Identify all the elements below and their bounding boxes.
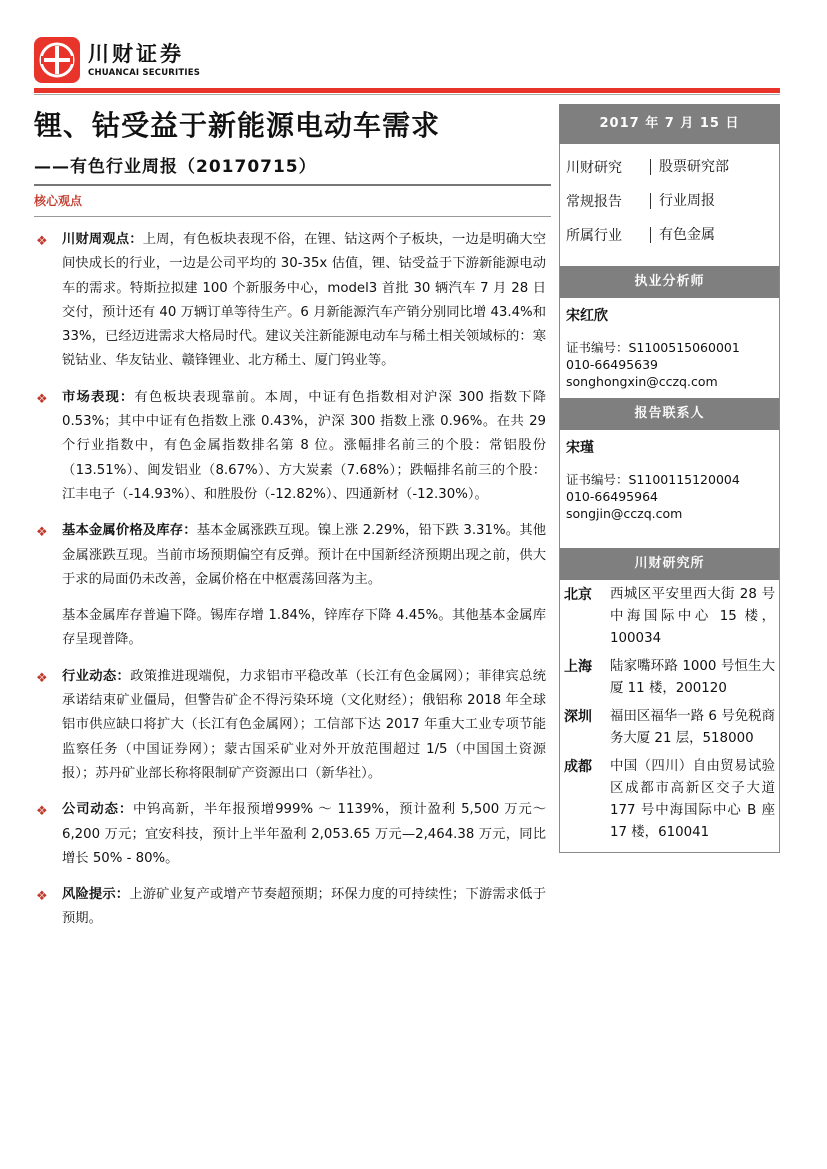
block-lead: 公司动态： xyxy=(62,802,134,818)
info-value: 行业周报 xyxy=(650,193,715,209)
block-text: 上游矿业复产或增产节奏超预期；环保力度的可持续性；下游需求低于预期。 xyxy=(62,887,547,927)
office-city: 成都 xyxy=(564,759,592,775)
block-lead: 市场表现： xyxy=(62,389,135,405)
report-info-box xyxy=(559,144,780,853)
inventory-paragraph: 基本金属库存普遍下降。锡库存增 1.84%，锌库存下降 4.45%。其他基本金属库存呈现普降。 xyxy=(62,608,546,648)
report-title: 锂、钴受益于新能源电动车需求 xyxy=(34,109,441,142)
header-grey-rule xyxy=(34,94,780,95)
block-text: 有色板块表现靠前。本周，中证有色指数相对沪深 300 指数下降 0.53%；其中中证有色指数上涨 0.43%，沪深 300 指数上涨 0.96%。在共 29 个行业指数中，有色金属指数排名第 8 位。涨幅排名前三的个股：常铝股份（13.51%）、闽发铝业（8.67%）、方大炭素（7.68%）；跌幅排名前三的个股：江丰电子（-14.93%）、和胜股份（-12.82%）、四通新材（-12.30%）。 xyxy=(62,389,546,502)
block-text: 基本金属涨跌互现。镍上涨 2.29%，铅下跌 3.31%。其他金属涨跌互现。当前市场预期偏空有反弹。预计在中国新经济预期出现之前，供大于求的局面仍未改善，金属价格在中枢震荡回落为主。 xyxy=(62,523,547,587)
office-city: 深圳 xyxy=(564,709,592,725)
block-lead: 基本金属价格及库存： xyxy=(62,523,197,539)
content-block xyxy=(34,386,546,507)
brand-name-en: CHUANCAI SECURITIES xyxy=(88,68,201,78)
sidebar xyxy=(559,104,780,853)
diamond-bullet-icon: ❖ xyxy=(36,525,48,541)
section-label: 核心观点 xyxy=(34,194,83,208)
brand-logo xyxy=(34,37,200,83)
contact-cert: 证书编号：S1100115120004 xyxy=(566,472,740,487)
contact-name: 宋瑾 xyxy=(566,440,594,456)
analyst-band: 执业分析师 xyxy=(560,266,779,298)
office-entry xyxy=(560,584,779,650)
office-address: 西城区平安里西大街 28 号中海国际中心 15 楼，100034 xyxy=(610,587,775,646)
office-entry xyxy=(560,756,779,844)
info-key: 川财研究 xyxy=(566,160,622,176)
diamond-bullet-icon: ❖ xyxy=(36,670,48,686)
office-city: 北京 xyxy=(564,587,592,603)
diamond-bullet-icon: ❖ xyxy=(36,391,48,407)
main-content xyxy=(34,228,546,944)
info-key: 常规报告 xyxy=(566,194,622,210)
title-divider xyxy=(34,184,551,186)
info-key: 所属行业 xyxy=(566,228,622,244)
office-entry xyxy=(560,706,779,750)
block-lead: 风险提示： xyxy=(62,887,130,903)
institute-band: 川财研究所 xyxy=(560,548,779,580)
contact-card xyxy=(560,430,779,530)
diamond-bullet-icon: ❖ xyxy=(36,804,48,820)
analyst-cert: 证书编号：S1100515060001 xyxy=(566,340,740,355)
analyst-name: 宋红欣 xyxy=(566,308,608,324)
section-divider xyxy=(34,216,551,217)
chuancai-logo-icon xyxy=(34,37,80,83)
content-block xyxy=(34,665,546,786)
report-date: 2017 年 7 月 15 日 xyxy=(559,104,780,144)
report-subtitle: ——有色行业周报（20170715） xyxy=(34,157,317,177)
info-row xyxy=(560,150,779,184)
contact-email[interactable]: songjin@cczq.com xyxy=(566,506,683,521)
office-address: 陆家嘴环路 1000 号恒生大厦 11 楼，200120 xyxy=(610,659,775,696)
info-value: 有色金属 xyxy=(650,227,715,243)
block-text: 中钨高新，半年报预增999% ～ 1139%，预计盈利 5,500 万元～6,200 万元；宜安科技，预计上半年盈利 2,053.65 万元—2,464.38 万元，同比增长 50% - 80%。 xyxy=(62,802,547,866)
diamond-bullet-icon: ❖ xyxy=(36,234,48,249)
block-text: 上周，有色板块表现不俗，在锂、钴这两个子板块，一边是明确大空间快成长的行业，一边是公司平均的 30-35x 估值，锂、钴受益于下游新能源电动车的需求。特斯拉拟建 100 个新服务中心，model3 首批 30 辆汽车 7 月 28 日交付，预计还有 40 万辆订单等待生产。6 月新能源汽车产销分别同比增 43.4%和 33%，已经迈进需求大格局时代。建议关注新能源电动车与稀土相关领域标的：寒锐钴业、华友钴业、赣锋锂业、北方稀土、厦门钨业等。 xyxy=(62,232,547,369)
block-lead: 川财周观点： xyxy=(62,232,143,247)
contact-band: 报告联系人 xyxy=(560,398,779,430)
office-address: 福田区福华一路 6 号免税商务大厦 21 层，518000 xyxy=(610,709,775,746)
block-lead: 行业动态： xyxy=(62,668,131,684)
info-row xyxy=(560,218,779,252)
info-row xyxy=(560,184,779,218)
contact-phone: 010-66495964 xyxy=(566,489,658,504)
header-red-rule xyxy=(34,88,780,93)
analyst-card xyxy=(560,298,779,398)
office-address: 中国（四川）自由贸易试验区成都市高新区交子大道 177 号中海国际中心 B 座 17 楼，610041 xyxy=(610,759,775,840)
office-entry xyxy=(560,656,779,700)
content-block xyxy=(34,883,546,932)
content-block xyxy=(34,228,546,374)
brand-name-cn: 川财证券 xyxy=(88,42,184,66)
office-city: 上海 xyxy=(564,659,592,675)
analyst-email[interactable]: songhongxin@cczq.com xyxy=(566,374,718,389)
info-value: 股票研究部 xyxy=(650,159,729,175)
block-text: 政策推进现端倪，力求铝市平稳改革（长江有色金属网）；菲律宾总统承诺结束矿业僵局，但警告矿企不得污染环境（文化财经）；俄铝称 2018 年全球铝市供应缺口将扩大（长江有色金属网）；工信部下达 2017 年重大工业专项节能监察任务（中国证券网）；蒙古国采矿业对外开放范围超过 1/5（中国国土资源报）；苏丹矿业部长称将限制矿产资源出口（新华社）。 xyxy=(62,668,547,781)
analyst-phone: 010-66495639 xyxy=(566,357,658,372)
content-block xyxy=(34,519,546,592)
diamond-bullet-icon: ❖ xyxy=(36,889,48,905)
content-block xyxy=(34,798,546,871)
